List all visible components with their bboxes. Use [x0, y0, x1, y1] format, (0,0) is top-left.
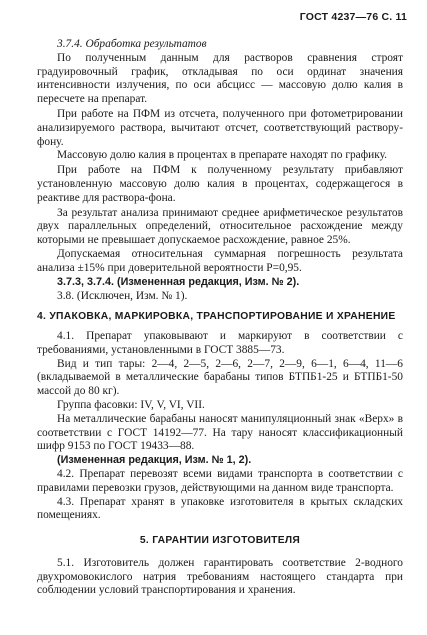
paragraph: На металлические барабаны наносят манипуляционный знак «Верх» в соответствии с ГОСТ 14192—77. На тару наносят классификационный шифр 9153 по ГОСТ 19433—88. — [37, 412, 403, 453]
paragraph: При работе на ПФМ из отсчета, полученного при фотометрировании анализируемого раствора, вычитают отсчет, соответствующий раствору-фону. — [37, 107, 403, 148]
subsection-heading: 3.7.4. Обработка результатов — [57, 38, 207, 50]
paragraph: 4.1. Препарат упаковывают и маркируют в соответствии с требованиями, установленными в ГОСТ 3885—73. — [37, 329, 403, 356]
amendment-note: 3.7.3, 3.7.4. (Измененная редакция, Изм. № 2). — [57, 275, 300, 288]
paragraph: Массовую долю калия в процентах в препарате находят по графику. — [57, 149, 387, 162]
paragraph: 4.2. Препарат перевозят всеми видами транспорта в соответствии с правилами перевозки грузов, действующими на данном виде транспорта. — [37, 467, 403, 494]
amendment-note: (Измененная редакция, Изм. № 1, 2). — [57, 454, 252, 467]
paragraph: По полученным данным для растворов сравнения строят градуировочный график, откладывая по оси ординат значения интенсивности излучения, по оси абсцисс — массовую долю калия в пересчете на препарат. — [37, 51, 403, 106]
paragraph: При работе на ПФМ к полученному результату прибавляют установленную массовую долю калия в процентах, содержащегося в реактиве для раствора-фона. — [37, 164, 403, 204]
paragraph: За результат анализа принимают среднее арифметическое результатов двух параллельных определений, относительное расхождение между которыми не превышает допускаемое расхождение, равное 25%. — [37, 206, 403, 247]
paragraph: 5.1. Изготовитель должен гарантировать соответствие 2-водного двухромовокислого натрия требованиям настоящего стандарта при соблюдении условий транспортирования и хранения. — [37, 556, 403, 597]
page-body — [37, 38, 403, 598]
paragraph: Допускаемая относительная суммарная погрешность результата анализа ±15% при доверительной вероятности P=0,95. — [37, 247, 403, 274]
section-heading: 5. ГАРАНТИИ ИЗГОТОВИТЕЛЯ — [139, 535, 301, 547]
paragraph: 4.3. Препарат хранят в упаковке изготовителя в крытых складских помещениях. — [37, 495, 403, 522]
section-heading: 4. УПАКОВКА, МАРКИРОВКА, ТРАНСПОРТИРОВАНИЕ И ХРАНЕНИЕ — [37, 311, 396, 323]
amendment-note: 3.8. (Исключен, Изм. № 1). — [57, 290, 188, 303]
paragraph: Вид и тип тары: 2—4, 2—5, 2—6, 2—7, 2—9, 6—1, 6—4, 11—6 (вкладываемой в металлические барабаны типов БТПБ1-25 и БТПБ1-50 массой до 80 кг). — [37, 357, 403, 398]
page-header: ГОСТ 4237—76 С. 11 — [299, 11, 407, 23]
paragraph: Группа фасовки: IV, V, VI, VII. — [57, 398, 205, 411]
